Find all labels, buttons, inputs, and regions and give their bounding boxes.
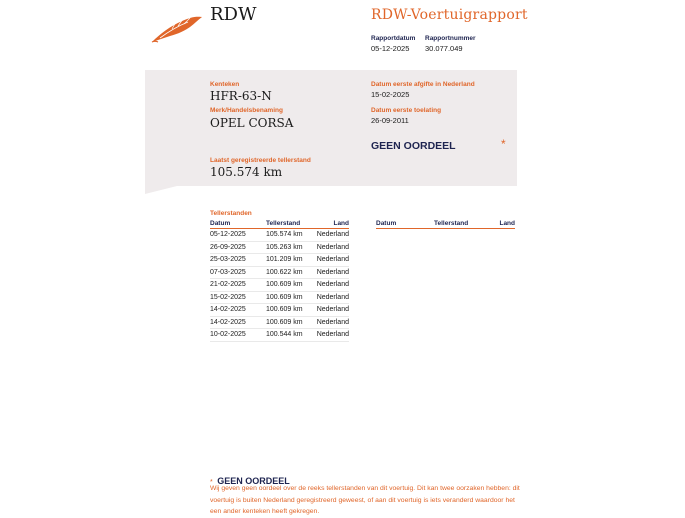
panel-notch (145, 185, 181, 194)
first-admission-label: Datum eerste toelating (371, 107, 442, 114)
first-nl-label: Datum eerste afgifte in Nederland (371, 81, 475, 88)
table-row (210, 304, 349, 317)
cell-date: 14-02-2025 (210, 304, 266, 317)
col-date: Datum (210, 220, 266, 229)
footnote-title: GEEN OORDEEL (217, 476, 290, 486)
cell-country: Nederland (314, 279, 349, 292)
cell-odometer: 100.609 km (266, 316, 314, 329)
cell-country: Nederland (314, 254, 349, 267)
first-nl-value: 15-02-2025 (371, 90, 410, 99)
cell-odometer: 100.609 km (266, 279, 314, 292)
col-odometer-right: Tellerstand (434, 220, 492, 229)
report-number: 30.077.049 (425, 44, 463, 53)
cell-country: Nederland (314, 291, 349, 304)
cell-date: 05-12-2025 (210, 229, 266, 242)
cell-country: Nederland (314, 229, 349, 242)
brand-name: RDW (210, 4, 257, 25)
cell-date: 21-02-2025 (210, 279, 266, 292)
table-row (210, 241, 349, 254)
cell-date: 07-03-2025 (210, 266, 266, 279)
readings-table-right (376, 220, 515, 229)
cell-odometer: 101.209 km (266, 254, 314, 267)
first-admission-value: 26-09-2011 (371, 116, 409, 125)
cell-date: 14-02-2025 (210, 316, 266, 329)
plate-value: HFR-63-N (210, 89, 272, 103)
cell-odometer: 105.263 km (266, 241, 314, 254)
verdict-asterisk: * (501, 137, 506, 151)
table-row (210, 266, 349, 279)
make-label: Merk/Handelsbenaming (210, 107, 283, 114)
cell-odometer: 100.609 km (266, 304, 314, 317)
cell-odometer: 105.574 km (266, 229, 314, 242)
report-number-label: Rapportnummer (425, 35, 476, 42)
odometer-label: Laatst geregistreerde tellerstand (210, 157, 311, 164)
table-row (210, 279, 349, 292)
table-row (210, 316, 349, 329)
report-date: 05-12-2025 (371, 44, 410, 53)
cell-date: 15-02-2025 (210, 291, 266, 304)
cell-country: Nederland (314, 266, 349, 279)
table-row (210, 291, 349, 304)
make-value: OPEL CORSA (210, 116, 294, 130)
cell-odometer: 100.544 km (266, 329, 314, 342)
cell-odometer: 100.622 km (266, 266, 314, 279)
cell-date: 10-02-2025 (210, 329, 266, 342)
cell-date: 25-03-2025 (210, 254, 266, 267)
col-country-right: Land (492, 220, 515, 229)
table-row (210, 254, 349, 267)
table-row (210, 229, 349, 242)
cell-date: 26-09-2025 (210, 241, 266, 254)
readings-header-row-right (376, 220, 515, 229)
report-title: RDW-Voertuigrapport (371, 7, 528, 23)
verdict: GEEN OORDEEL (371, 140, 456, 152)
readings-table (210, 220, 349, 342)
plate-label: Kenteken (210, 81, 240, 88)
report-date-label: Rapportdatum (371, 35, 416, 42)
table-row (210, 329, 349, 342)
rdw-feather-logo-icon (150, 14, 204, 44)
footnote-marker: * (210, 479, 213, 486)
col-country: Land (314, 220, 349, 229)
col-date-right: Datum (376, 220, 434, 229)
cell-country: Nederland (314, 329, 349, 342)
odometer-value: 105.574 km (210, 165, 283, 179)
readings-header-row (210, 220, 349, 229)
readings-title: Tellerstanden (210, 210, 252, 217)
footnote-text: Wij geven geen oordeel over de reeks tellerstanden van dit voertuig. Dit kan twee oorzaken hebben: dit voertuig is buiten Nederland geregistreerd geweest, of aan dit voertuig is iets veranderd waardoor het een ander kenteken heeft gekregen. (210, 485, 520, 515)
col-odometer: Tellerstand (266, 220, 314, 229)
cell-odometer: 100.609 km (266, 291, 314, 304)
cell-country: Nederland (314, 241, 349, 254)
cell-country: Nederland (314, 316, 349, 329)
cell-country: Nederland (314, 304, 349, 317)
